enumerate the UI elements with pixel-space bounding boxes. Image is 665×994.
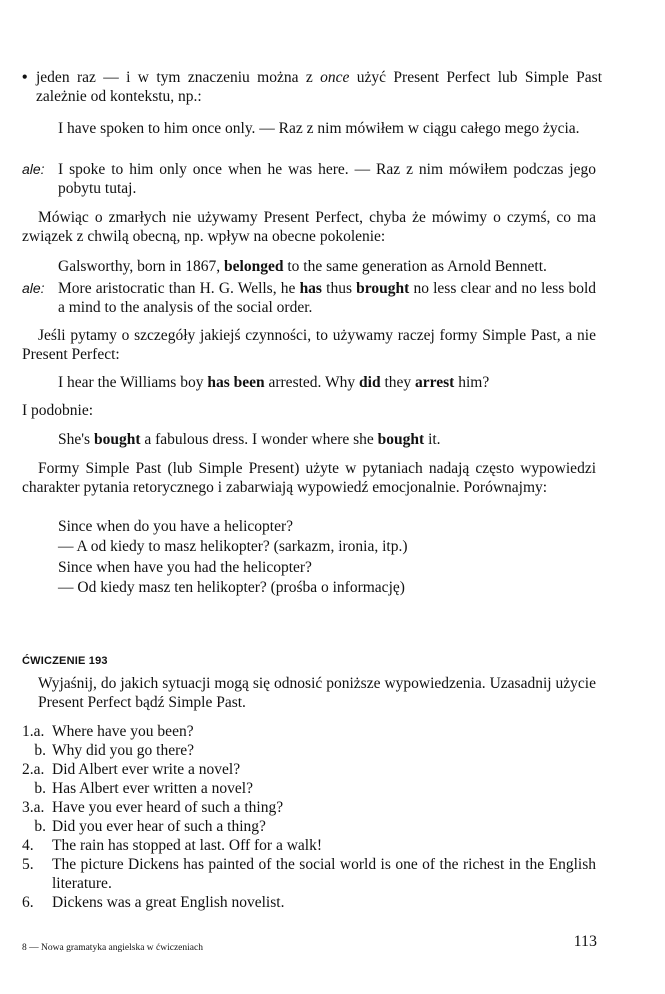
exercise-title: ĆWICZENIE 193 — [22, 655, 108, 667]
bullet-once — [22, 68, 602, 106]
page-footer: 8 — Nowa gramatyka angielska w ćwiczeniach — [22, 943, 203, 953]
item-text: Where have you been? — [52, 723, 194, 740]
item-text: The picture Dickens has painted of the social world is one of the richest in the English literature. — [52, 856, 596, 892]
item-text: Has Albert ever written a novel? — [52, 780, 253, 797]
list-item — [22, 893, 596, 912]
list-item — [22, 779, 596, 798]
list-item — [22, 855, 596, 893]
example-dress: She's bought a fabulous dress. I wonder where she bought it. — [58, 431, 441, 448]
exercise-task: Wyjaśnij, do jakich sytuacji mogą się odnosić poniższe wypowiedzenia. Uzasadnij użycie Present Perfect bądź Simple Past. — [38, 675, 596, 711]
example-galsworthy: Galsworthy, born in 1867, belonged to the same generation as Arnold Bennett. — [58, 258, 547, 275]
example-spoken-once: I have spoken to him once only. — Raz z nim mówiłem w ciągu całego mego życia. — [58, 120, 580, 137]
compare-line: Since when have you had the helicopter? — [58, 559, 312, 576]
list-item — [22, 836, 596, 855]
item-text: Have you ever heard of such a thing? — [52, 799, 284, 816]
item-number: 4. — [22, 837, 34, 854]
list-item — [22, 722, 596, 741]
list-item — [22, 817, 596, 836]
list-item — [22, 760, 596, 779]
item-number: b. — [34, 780, 46, 797]
paragraph-details: Jeśli pytamy o szczegóły jakiejś czynności, to używamy raczej formy Simple Past, a nie Present Perfect: — [22, 327, 596, 363]
item-number: b. — [34, 742, 46, 759]
example-aristocratic: More aristocratic than H. G. Wells, he has thus brought no less clear and no less bold a mind to the analysis of the social order. — [58, 280, 596, 316]
compare-line: Since when do you have a helicopter? — [58, 518, 293, 535]
compare-line: — A od kiedy to masz helikopter? (sarkazm, ironia, itp.) — [58, 538, 408, 555]
ale-label-2: ale: — [22, 280, 45, 296]
item-text: Did you ever hear of such a thing? — [52, 818, 266, 835]
example-spoke-once: I spoke to him only once when he was here. — Raz z nim mówiłem podczas jego pobytu tutaj. — [58, 161, 596, 197]
compare-line: — Od kiedy masz ten helikopter? (prośba o informację) — [58, 579, 405, 596]
exercise-items — [22, 722, 596, 912]
bullet-text: jeden raz — i w tym znaczeniu można z once użyć Present Perfect lub Simple Past zależnie od kontekstu, np.: — [36, 69, 603, 105]
paragraph-rhetorical: Formy Simple Past (lub Simple Present) użyte w pytaniach nadają często wypowiedzi charakter pytania retorycznego i zabarwiają wypowiedź emocjonalnie. Porównajmy: — [22, 460, 596, 496]
item-number: 2.a. — [22, 761, 45, 778]
item-number: b. — [34, 818, 46, 835]
item-text: Dickens was a great English novelist. — [52, 894, 285, 911]
paragraph-dead-persons: Mówiąc o zmarłych nie używamy Present Perfect, chyba że mówimy o czymś, co ma związek z chwilą obecną, np. wpływ na obecne pokolenie: — [22, 209, 596, 245]
page-number: 113 — [573, 933, 597, 950]
list-item — [22, 741, 596, 760]
item-number: 3.a. — [22, 799, 45, 816]
item-text: Why did you go there? — [52, 742, 195, 759]
bullet-icon: • — [22, 69, 28, 86]
item-number: 6. — [22, 894, 34, 911]
list-item — [22, 798, 596, 817]
item-text: Did Albert ever write a novel? — [52, 761, 241, 778]
ale-label-1: ale: — [22, 161, 45, 177]
item-text: The rain has stopped at last. Off for a walk! — [52, 837, 323, 854]
paragraph-similarly: I podobnie: — [22, 402, 94, 419]
example-williams: I hear the Williams boy has been arrested. Why did they arrest him? — [58, 374, 490, 391]
item-number: 5. — [22, 856, 34, 873]
item-number: 1.a. — [22, 723, 45, 740]
